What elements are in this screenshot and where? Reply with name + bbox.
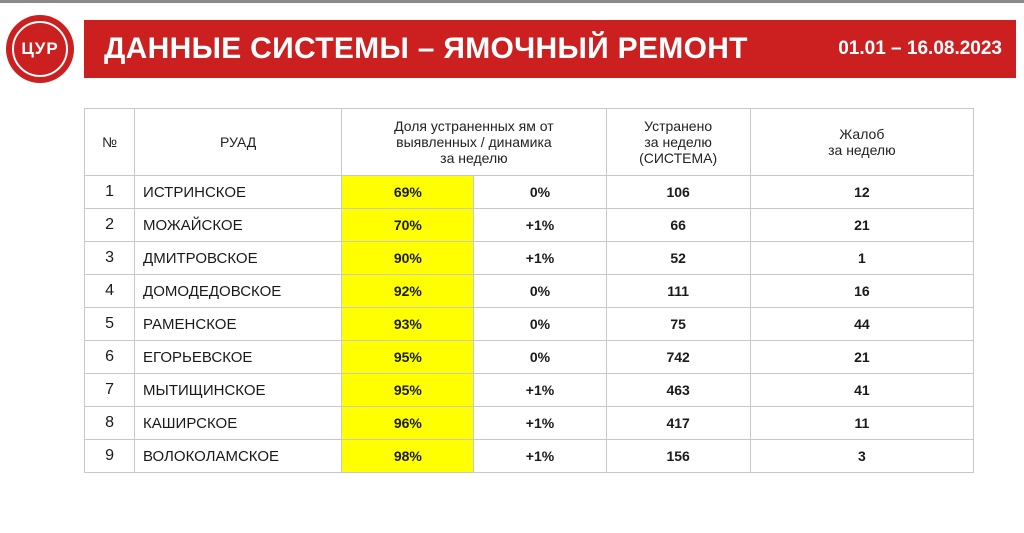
complaints-count: 12 xyxy=(750,176,973,209)
table-row xyxy=(85,242,974,275)
fixed-count: 111 xyxy=(606,275,750,308)
ruad-name: ВОЛОКОЛАМСКОЕ xyxy=(135,440,342,473)
table-row xyxy=(85,407,974,440)
dynamics-value: 0% xyxy=(474,308,606,341)
fixed-count: 463 xyxy=(606,374,750,407)
column-header-share xyxy=(342,109,606,176)
ruad-name: КАШИРСКОЕ xyxy=(135,407,342,440)
fixed-count: 417 xyxy=(606,407,750,440)
dynamics-value: +1% xyxy=(474,209,606,242)
table-row xyxy=(85,440,974,473)
fixed-count: 742 xyxy=(606,341,750,374)
logo xyxy=(6,15,74,83)
header-banner xyxy=(84,20,1016,78)
column-header-fixed-line3: (СИСТЕМА) xyxy=(639,150,718,166)
column-header-ruad: РУАД xyxy=(135,109,342,176)
ruad-name: ИСТРИНСКОЕ xyxy=(135,176,342,209)
fixed-count: 66 xyxy=(606,209,750,242)
fixed-count: 156 xyxy=(606,440,750,473)
table-row xyxy=(85,176,974,209)
share-value: 90% xyxy=(342,242,474,275)
dynamics-value: +1% xyxy=(474,407,606,440)
table-row xyxy=(85,308,974,341)
complaints-count: 21 xyxy=(750,341,973,374)
column-header-complaints xyxy=(750,109,973,176)
row-number: 1 xyxy=(85,176,135,209)
ruad-name: ЕГОРЬЕВСКОЕ xyxy=(135,341,342,374)
column-header-complaints-line2: за неделю xyxy=(828,142,896,158)
table-row xyxy=(85,209,974,242)
column-header-fixed-line2: за неделю xyxy=(644,134,712,150)
dynamics-value: +1% xyxy=(474,374,606,407)
row-number: 8 xyxy=(85,407,135,440)
column-header-share-line3: за неделю xyxy=(440,150,508,166)
dynamics-value: 0% xyxy=(474,176,606,209)
complaints-count: 1 xyxy=(750,242,973,275)
page-title: ДАННЫЕ СИСТЕМЫ – ЯМОЧНЫЙ РЕМОНТ xyxy=(104,32,748,65)
table-row xyxy=(85,374,974,407)
pothole-repair-table xyxy=(84,108,974,473)
share-value: 70% xyxy=(342,209,474,242)
ruad-name: МЫТИЩИНСКОЕ xyxy=(135,374,342,407)
share-value: 95% xyxy=(342,374,474,407)
row-number: 9 xyxy=(85,440,135,473)
top-divider-line xyxy=(0,0,1024,3)
complaints-count: 44 xyxy=(750,308,973,341)
row-number: 5 xyxy=(85,308,135,341)
share-value: 95% xyxy=(342,341,474,374)
table-row xyxy=(85,275,974,308)
dynamics-value: +1% xyxy=(474,440,606,473)
ruad-name: МОЖАЙСКОЕ xyxy=(135,209,342,242)
complaints-count: 11 xyxy=(750,407,973,440)
row-number: 3 xyxy=(85,242,135,275)
column-header-fixed xyxy=(606,109,750,176)
complaints-count: 3 xyxy=(750,440,973,473)
complaints-count: 21 xyxy=(750,209,973,242)
share-value: 96% xyxy=(342,407,474,440)
ruad-name: ДМИТРОВСКОЕ xyxy=(135,242,342,275)
row-number: 6 xyxy=(85,341,135,374)
row-number: 4 xyxy=(85,275,135,308)
fixed-count: 75 xyxy=(606,308,750,341)
fixed-count: 52 xyxy=(606,242,750,275)
fixed-count: 106 xyxy=(606,176,750,209)
table-header-row xyxy=(85,109,974,176)
dynamics-value: +1% xyxy=(474,242,606,275)
ruad-name: РАМЕНСКОЕ xyxy=(135,308,342,341)
row-number: 2 xyxy=(85,209,135,242)
table-row xyxy=(85,341,974,374)
complaints-count: 41 xyxy=(750,374,973,407)
column-header-num: № xyxy=(85,109,135,176)
column-header-complaints-line1: Жалоб xyxy=(839,126,885,142)
dynamics-value: 0% xyxy=(474,275,606,308)
logo-text: ЦУР xyxy=(12,21,68,77)
share-value: 69% xyxy=(342,176,474,209)
column-header-fixed-line1: Устранено xyxy=(644,118,713,134)
complaints-count: 16 xyxy=(750,275,973,308)
column-header-share-line2: выявленных / динамика xyxy=(396,134,552,150)
share-value: 92% xyxy=(342,275,474,308)
date-range: 01.01 – 16.08.2023 xyxy=(838,38,1002,59)
column-header-share-line1: Доля устраненных ям от xyxy=(394,118,554,134)
row-number: 7 xyxy=(85,374,135,407)
dynamics-value: 0% xyxy=(474,341,606,374)
ruad-name: ДОМОДЕДОВСКОЕ xyxy=(135,275,342,308)
share-value: 98% xyxy=(342,440,474,473)
share-value: 93% xyxy=(342,308,474,341)
